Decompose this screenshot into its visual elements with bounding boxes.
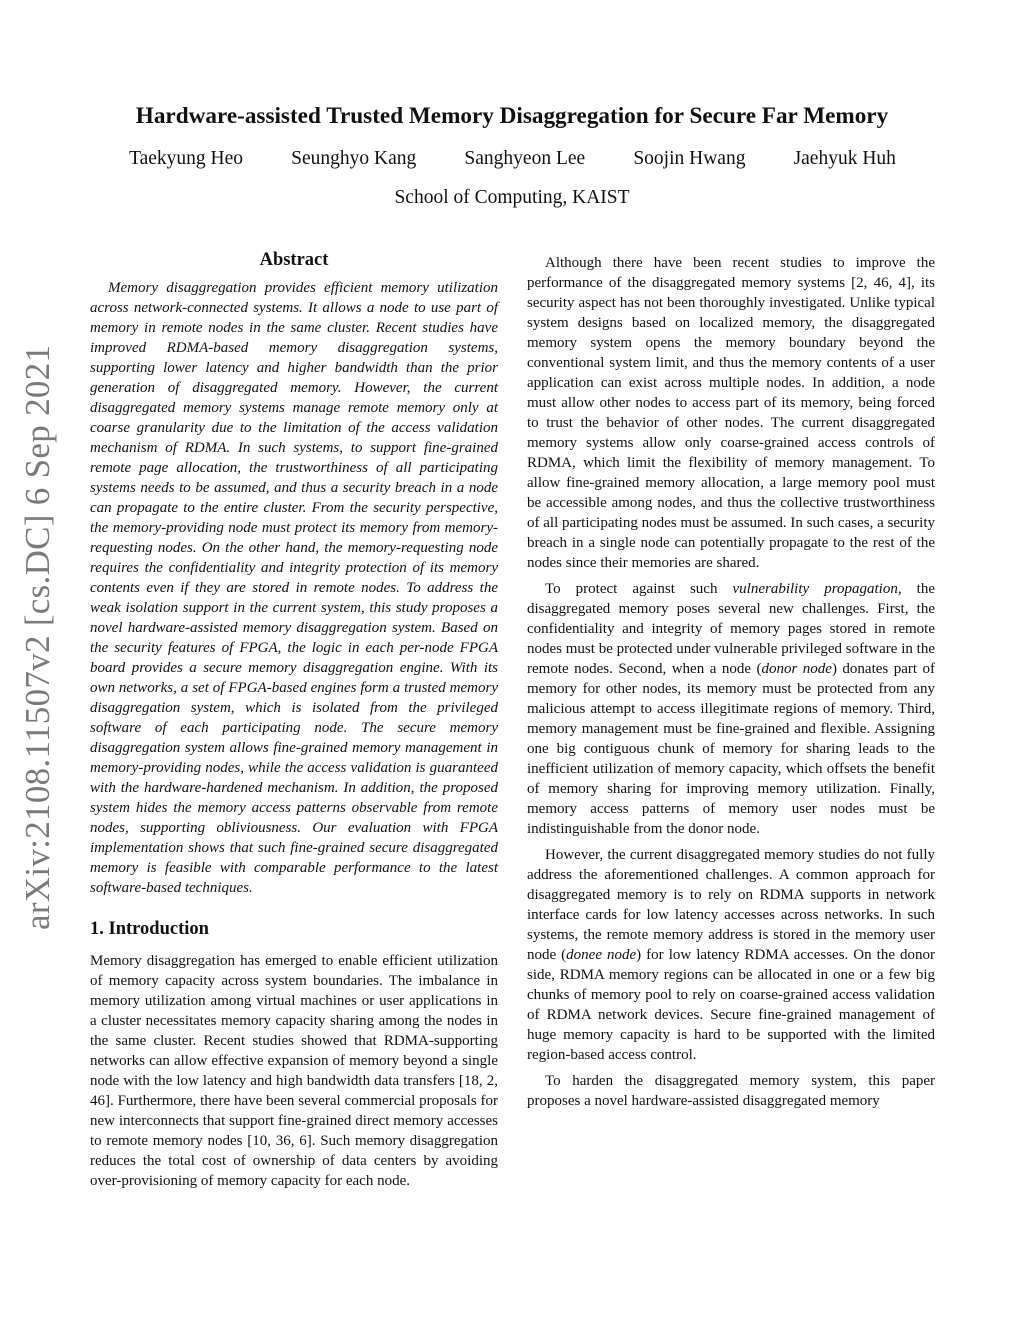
paragraph-text: ) donates part of memory for other nodes, its memory must be protected from any malicious attempt to access illegitimate regions of memory. Third, memory management must be fine-grained and flexible. Assigning one big contiguous chunk of memory for sharing leads to the inefficient utilization of memory capacity, which offsets the benefit of memory sharing for improving memory utilization. Finally, memory access patterns of memory user nodes must be indistinguishable from the donor node.: [527, 661, 935, 837]
left-column: [90, 248, 498, 1197]
paragraph-text: However, the current disaggregated memory studies do not fully address the aforementioned challenges. A common approach for disaggregated memory is to rely on RDMA supports in network interface cards for low latency accesses across networks. In such systems, the remote memory address is stored in the memory user node (: [527, 847, 935, 963]
paragraph-text: To protect against such: [545, 581, 733, 597]
author-name: Taekyung Heo: [129, 148, 244, 169]
abstract-heading: Abstract: [259, 250, 329, 270]
intro-paragraph-5: To harden the disaggregated memory system, this paper proposes a novel hardware-assisted disaggregated memory: [527, 1073, 935, 1109]
author-name: Seunghyo Kang: [291, 148, 417, 169]
author-name: Jaehyuk Huh: [793, 148, 896, 169]
introduction-heading: 1. Introduction: [90, 919, 209, 939]
emphasized-term: donor node: [761, 661, 832, 677]
intro-paragraph-2: Although there have been recent studies to improve the performance of the disaggregated memory systems [2, 46, 4], its security aspect has not been thoroughly investigated. Unlike typical system designs based on localized memory, the disaggregated memory system opens the memory boundary beyond the conventional system limit, and thus the memory contents of a user application can exist across multiple nodes. In addition, a node must allow other nodes to access part of its memory, being forced to trust the behavior of other nodes. The current disaggregated memory systems allow only coarse-grained access controls of RDMA, which limit the flexibility of memory management. To allow fine-grained memory allocation, a large memory pool must be accessible among nodes, and thus the collective trustworthiness of all participating nodes must be assumed. In such cases, a security breach in a single node can potentially propagate to the rest of the nodes since their memories are shared.: [527, 255, 935, 571]
affiliation: School of Computing, KAIST: [394, 187, 630, 208]
paragraph-text: , the disaggregated memory poses several new challenges. First, the confidentiality and integrity of memory pages stored in remote nodes must be protected under vulnerable privileged software in the remote nodes. Second, when a node (: [527, 581, 936, 677]
emphasized-term: donee node: [566, 947, 637, 963]
right-column: [527, 253, 935, 1117]
intro-paragraph-4: [527, 845, 935, 1065]
paragraph-text: ) for low latency RDMA accesses. On the donor side, RDMA memory regions can be allocated in one or a few big chunks of memory pool to rely on coarse-grained access validation of RDMA network devices. Secure fine-grained management of huge memory capacity is hard to be supported with the limited region-based access control.: [527, 947, 935, 1063]
author-list: [105, 145, 920, 173]
emphasized-term: vulnerability propagation: [732, 581, 898, 597]
paper-title: Hardware-assisted Trusted Memory Disaggregation for Secure Far Memory: [135, 103, 889, 129]
abstract-text: Memory disaggregation provides efficient memory utilization across network-connected systems. It allows a node to use part of memory in remote nodes in the same cluster. Recent studies have improved RDMA-based memory disaggregation systems, supporting lower latency and higher bandwidth than the prior generation of disaggregated memory. However, the current disaggregated memory systems manage remote memory only at coarse granularity due to the limitation of the access validation mechanism of RDMA. In such systems, to support fine-grained remote page allocation, the trustworthiness of all participating systems needs to be assumed, and thus a security breach in a node can propagate to the entire cluster. From the security perspective, the memory-providing node must protect its memory from memory-requesting nodes. On the other hand, the memory-requesting node requires the confidentiality and integrity protection of its memory contents even if they are stored in remote nodes. To address the weak isolation support in the current system, this study proposes a novel hardware-assisted memory disaggregation system. Based on the security features of FPGA, the logic in each per-node FPGA board provides a secure memory disaggregation engine. With its own networks, a set of FPGA-based engines form a trusted memory disaggregation system, which is isolated from the privileged software of each participating node. The secure memory disaggregation system allows fine-grained memory management in memory-providing nodes, while the access validation is guaranteed with the hardware-hardened mechanism. In addition, the proposed system hides the memory access patterns observable from remote nodes, supporting obliviousness. Our evaluation with FPGA implementation shows that such fine-grained secure disaggregated memory is feasible with comparable performance to the latest software-based techniques.: [90, 280, 498, 896]
arxiv-identifier: arXiv:2108.11507v2 [cs.DC] 6 Sep 2021: [18, 344, 57, 930]
intro-paragraph-1: Memory disaggregation has emerged to enable efficient utilization of memory capacity across system boundaries. The imbalance in memory utilization among virtual machines or user applications in a cluster necessitates memory capacity sharing among the nodes in the same cluster. Recent studies showed that RDMA-supporting networks can allow effective expansion of memory beyond a single node with the low latency and high bandwidth data transfers [18, 2, 46]. Furthermore, there have been several commercial proposals for new interconnects that support fine-grained direct memory accesses to remote memory nodes [10, 36, 6]. Such memory disaggregation reduces the total cost of ownership of data centers by avoiding over-provisioning of memory capacity for each node.: [90, 953, 498, 1189]
author-name: Soojin Hwang: [633, 148, 746, 169]
intro-paragraph-3: [527, 579, 935, 839]
author-name: Sanghyeon Lee: [464, 148, 586, 169]
